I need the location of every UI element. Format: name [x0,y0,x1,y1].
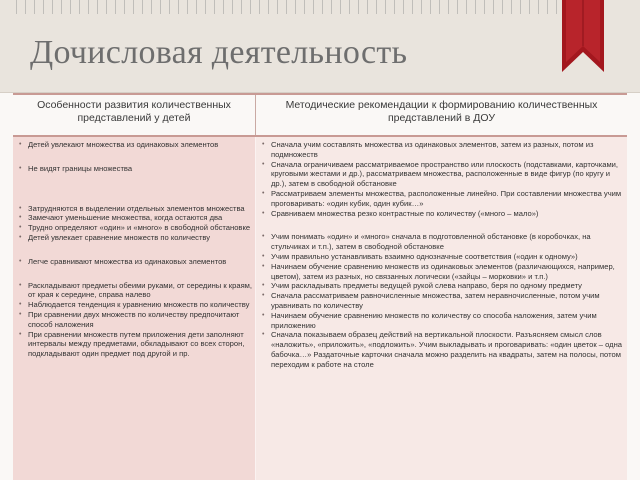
recommendation-item-text: Сравниваем множества резко контрастные по количеству («много – мало») [271,208,539,218]
feature-item-text: Не видят границы множества [28,163,133,173]
bookmark-ribbon-icon [562,0,604,72]
bullet-icon: • [19,330,22,338]
recommendation-item [262,330,625,369]
bullet-icon: • [262,209,265,217]
feature-item-text: Замечают уменьшение множества, когда остаются два [28,213,223,223]
bullet-icon: • [262,331,265,339]
feature-item [19,257,253,267]
table-body [13,137,627,480]
feature-item [19,164,253,174]
recommendation-item-text: Сначала показываем образец действий на вертикальной плоскости. Разъясняем смысл слов «наложить», «приложить», «подложить». Учим выкладывать и проговаривать: «один цветок – одна бабочка…» Раздаточные карточки сначала можно разделить на квадраты, затем на полосы, потом переходим к работе на столе [271,330,623,369]
bullet-icon: • [19,214,22,222]
bullet-icon: • [19,301,22,309]
recommendation-item-text: Учим правильно устанавливать взаимно однозначные соответствия («один к одному») [271,251,578,261]
bullet-icon: • [19,204,22,212]
feature-item-text: Детей увлекают множества из одинаковых элементов [28,140,219,149]
bullet-icon: • [262,141,265,148]
feature-item-text: При сравнении множеств путем приложения дети заполняют интервалы между предметами, обкладывают со всех сторон, подкладывают один предмет под другой и пр. [28,329,245,359]
feature-item-text: Детей увлекает сравнение множеств по количеству [28,232,211,242]
bullet-icon: • [262,262,265,270]
column-header-features: Особенности развития количественных представлений у детей [13,95,256,135]
recommendation-item [262,291,625,311]
bullet-icon: • [262,292,265,300]
feature-item [19,223,253,233]
features-column [13,137,256,480]
recommendation-item [262,252,625,262]
feature-item [19,330,253,359]
bullet-icon: • [262,252,265,260]
recommendation-item [262,189,625,209]
bullet-icon: • [19,224,22,232]
bullet-icon: • [19,281,22,289]
recommendation-item-text: Рассматриваем элементы множества, расположенные линейно. При составлении множества учим проговаривать: «один кубик, один кубик…» [271,188,622,208]
feature-item [19,204,253,214]
bullet-icon: • [19,310,22,318]
recommendation-item-text: Начинаем обучение сравнению множеств по количеству со способа наложения, затем учим приложению [271,310,597,330]
feature-item [19,310,253,330]
bullet-icon: • [262,160,265,168]
recommendation-item [262,209,625,219]
bullet-icon: • [19,233,22,241]
bullet-icon: • [19,164,22,172]
feature-item-text: Легче сравнивают множества из одинаковых элементов [28,256,227,266]
slide-title: Дочисловая деятельность [30,34,408,71]
column-header-recommendations: Методические рекомендации к формированию количественных представлений в ДОУ [285,99,598,124]
bullet-icon: • [262,233,265,241]
feature-item-text: Трудно определяют «один» и «много» в свободной обстановке [28,223,251,233]
bullet-icon: • [262,189,265,197]
recommendation-item [262,160,625,189]
recommendation-item-text: Сначала учим составлять множества из одинаковых элементов, затем из разных, потом из подмножеств [271,140,594,159]
recommendations-column [256,137,627,480]
recommendation-item-text: Учим раскладывать предметы ведущей рукой слева направо, беря по одному предмету [271,281,582,291]
feature-item-text: При сравнении двух множеств по количеству предпочитают способ наложения [28,309,240,329]
bullet-icon: • [262,311,265,319]
feature-item-text: Наблюдается тенденция к уравнению множеств по количеству [28,300,250,310]
recommendation-item [262,281,625,291]
recommendation-item [262,311,625,331]
feature-item [19,140,253,150]
decorative-dash-border [16,0,576,14]
recommendation-item-text: Начинаем обучение сравнению множеств из одинаковых элементов (различающихся, например, цветом), затем из разных, но связанных логически («зайцы – морковки» и т.п.) [271,261,615,281]
feature-item [19,300,253,310]
recommendation-item-text: Сначала рассматриваем равночисленные множества, затем неравночисленные, потом учим уравнивать по количеству [271,291,600,310]
table-header [13,93,627,137]
recommendation-item [262,140,625,160]
bullet-icon: • [19,257,22,265]
feature-item [19,233,253,243]
feature-item [19,281,253,301]
recommendation-item-text: Сначала ограничиваем рассматриваемое пространство или плоскость (подставками, карточками, круговыми жестами и др.), рассматриваем множества, расположенные в виде фигур (по кругу и др.), затем в свободной обстановке [271,159,619,189]
recommendation-item [262,232,625,252]
title-bar [0,0,640,93]
bullet-icon: • [19,141,22,148]
recommendation-item [262,262,625,282]
comparison-table [13,93,627,480]
feature-item-text: Затрудняются в выделении отдельных элементов множества [28,203,245,213]
recommendation-item-text: Учим понимать «один» и «много» сначала в подготовленной обстановке (в коробочках, на стульчиках и т.п.), затем в свободной обстановке [271,232,591,252]
feature-item [19,213,253,223]
feature-item-text: Раскладывают предметы обеими руками, от середины к краям, от края к середине, справа налево [28,280,253,300]
bullet-icon: • [262,282,265,290]
